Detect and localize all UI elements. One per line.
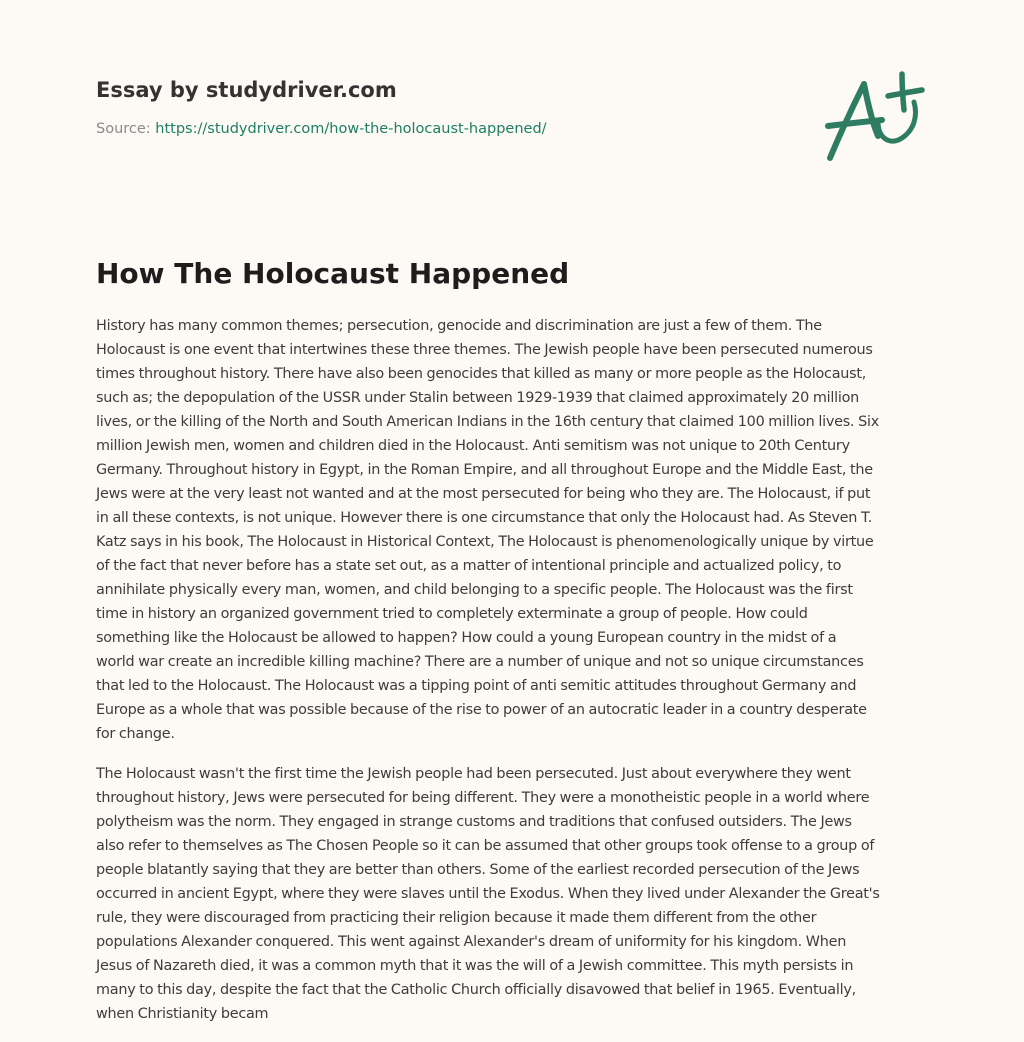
text-line: many to this day, despite the fact that the Catholic Church officially disavowed that belief in 1965. Eventually, (96, 982, 856, 998)
text-line: times throughout history. There have also been genocides that killed as many or more people as the Holocaust, (96, 366, 867, 382)
source-link[interactable]: https://studydriver.com/how-the-holocaust-happened/ (155, 121, 547, 137)
site-brand: Essay by studydriver.com (96, 78, 397, 102)
text-line: populations Alexander conquered. This went against Alexander's dream of uniformity for his kingdom. When (96, 934, 847, 950)
text-line: world war create an incredible killing machine? There are a number of unique and not so unique circumstances (96, 654, 864, 670)
paragraph-2 (96, 762, 932, 1026)
essay-body (96, 314, 932, 1042)
text-line: something like the Holocaust be allowed to happen? How could a young European country in the midst of a (96, 630, 837, 646)
text-line: that led to the Holocaust. The Holocaust was a tipping point of anti semitic attitudes throughout Germany and (96, 678, 857, 694)
text-line: Jews were at the very least not wanted and at the most persecuted for being who they are. The Holocaust, if put (96, 486, 871, 502)
text-line: people blatantly saying that they are better than others. Some of the earliest recorded persecution of the Jews (96, 862, 860, 878)
source-line (96, 119, 928, 139)
text-line: throughout history, Jews were persecuted for being different. They were a monotheistic people in a world where (96, 790, 870, 806)
text-line: lives, or the killing of the North and South American Indians in the 16th century that claimed 100 million lives. Six (96, 414, 879, 430)
essay-header (96, 76, 928, 139)
text-line: when Christianity becam (96, 1006, 269, 1022)
text-line: million Jewish men, women and children died in the Holocaust. Anti semitism was not unique to 20th Century (96, 438, 850, 454)
text-line: polytheism was the norm. They engaged in strange customs and traditions that confused outsiders. The Jews (96, 814, 852, 830)
essay-title: How The Holocaust Happened (96, 257, 570, 290)
text-line: also refer to themselves as The Chosen People so it can be assumed that other groups took offense to a group of (96, 838, 875, 854)
a-plus-grade-icon (818, 64, 930, 168)
text-line: rule, they were discouraged from practicing their religion because it made them different from the other (96, 910, 817, 926)
text-line: of the fact that never before has a state set out, as a matter of intentional principle and actualized policy, to (96, 558, 842, 574)
text-line: The Holocaust wasn't the first time the Jewish people had been persecuted. Just about everywhere they went (96, 766, 851, 782)
text-line: such as; the depopulation of the USSR under Stalin between 1929-1939 that claimed approximately 20 million (96, 390, 860, 406)
text-line: for change. (96, 726, 175, 742)
text-line: in all these contexts, is not unique. However there is one circumstance that only the Holocaust had. As Steven T. (96, 510, 873, 526)
text-line: Germany. Throughout history in Egypt, in the Roman Empire, and all throughout Europe and the Middle East, the (96, 462, 873, 478)
paragraph-1 (96, 314, 932, 746)
text-line: time in history an organized government tried to completely exterminate a group of people. How could (96, 606, 808, 622)
text-line: Jesus of Nazareth died, it was a common myth that it was the will of a Jewish committee. This myth persists in (96, 958, 854, 974)
text-line: Katz says in his book, The Holocaust in Historical Context, The Holocaust is phenomenologically unique by virtue (96, 534, 874, 550)
source-label: Source: (96, 121, 151, 137)
text-line: History has many common themes; persecution, genocide and discrimination are just a few of them. The (96, 318, 822, 334)
text-line: Holocaust is one event that intertwines these three themes. The Jewish people have been persecuted numerous (96, 342, 873, 358)
text-line: annihilate physically every man, women, and child belonging to a specific people. The Holocaust was the first (96, 582, 853, 598)
text-line: occurred in ancient Egypt, where they were slaves until the Exodus. When they lived under Alexander the Great's (96, 886, 880, 902)
text-line: Europe as a whole that was possible because of the rise to power of an autocratic leader in a country desperate (96, 702, 867, 718)
